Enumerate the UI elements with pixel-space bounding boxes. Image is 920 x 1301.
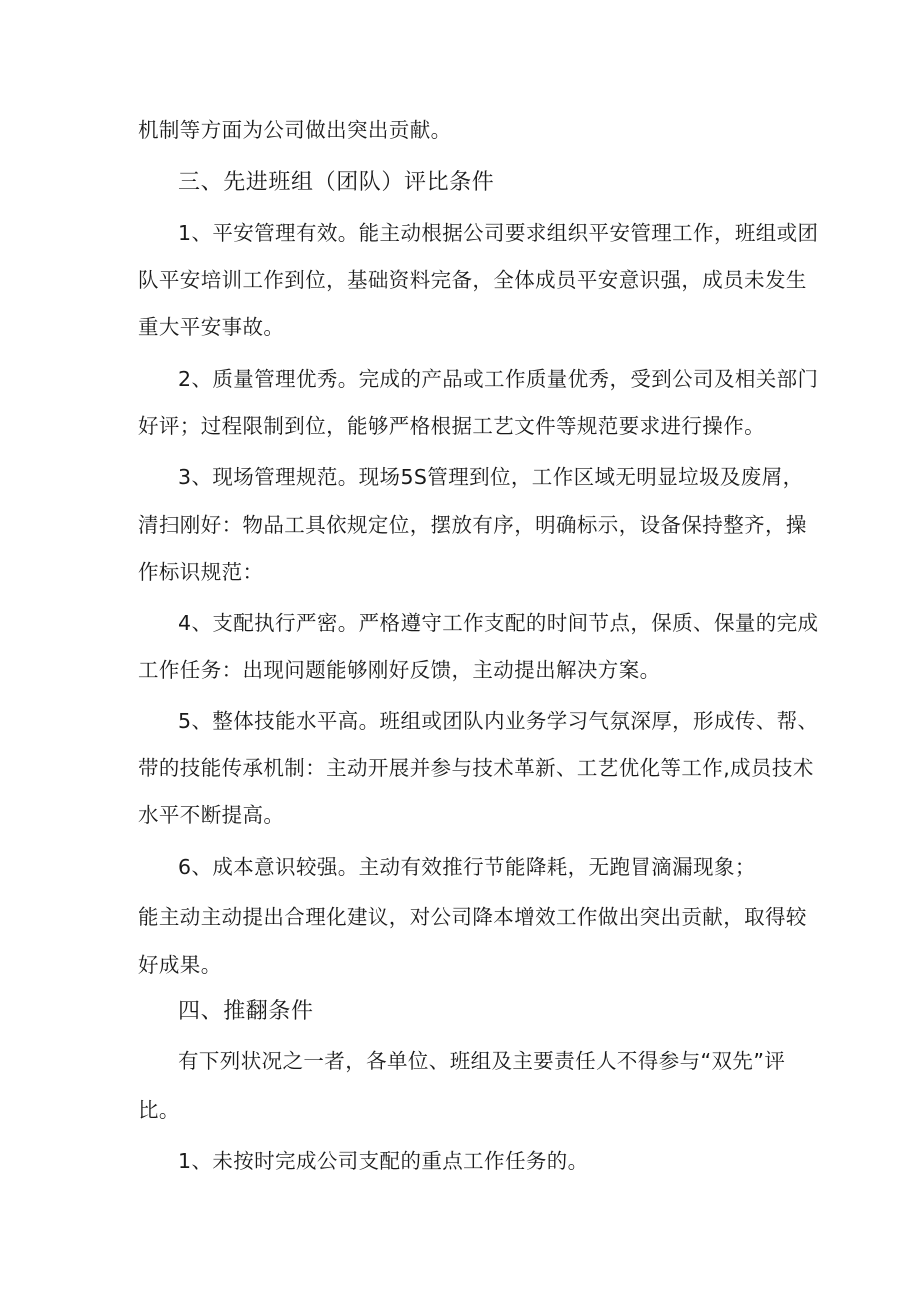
paragraph-line: 4、支配执行严密。严格遵守工作支配的时间节点，保质、保量的完成	[178, 611, 819, 635]
paragraph-line: 1、未按时完成公司支配的重点工作任务的。	[178, 1149, 589, 1173]
paragraph-line: 作标识规范：	[138, 560, 264, 584]
paragraph-line: 清扫刚好：物品工具依规定位，摆放有序，明确标示，设备保持整齐，操	[138, 513, 807, 537]
paragraph-line: 重大平安事故。	[138, 315, 285, 339]
paragraph-line: 好评；过程限制到位，能够严格根据工艺文件等规范要求进行操作。	[138, 414, 765, 438]
paragraph-line: 机制等方面为公司做出突出贡献。	[138, 118, 452, 142]
paragraph-line: 有下列状况之一者，各单位、班组及主要责任人不得参与“双先”评	[178, 1049, 786, 1073]
paragraph-line: 能主动主动提出合理化建议，对公司降本增效工作做出突出贡献，取得较	[138, 905, 807, 929]
section-heading: 三、先进班组（团队）评比条件	[178, 170, 495, 195]
paragraph-line: 2、质量管理优秀。完成的产品或工作质量优秀，受到公司及相关部门	[178, 367, 819, 391]
paragraph-line: 水平不断提高。	[138, 803, 285, 827]
paragraph-line: 带的技能传承机制：主动开展并参与技术革新、工艺优化等工作,成员技术	[138, 756, 814, 780]
paragraph-line: 1、平安管理有效。能主动根据公司要求组织平安管理工作，班组或团	[178, 221, 819, 245]
paragraph-line: 队平安培训工作到位，基础资料完备，全体成员平安意识强，成员未发生	[138, 268, 807, 292]
paragraph-line: 3、现场管理规范。现场5S管理到位，工作区域无明显垃圾及废屑，	[178, 465, 804, 489]
paragraph-line: 5、整体技能水平高。班组或团队内业务学习气氛深厚，形成传、帮、	[178, 709, 819, 733]
paragraph-line: 比。	[138, 1098, 180, 1122]
paragraph-line: 工作任务：出现问题能够刚好反馈，主动提出解决方案。	[138, 658, 661, 682]
paragraph-line: 6、成本意识较强。主动有效推行节能降耗，无跑冒滴漏现象；	[178, 855, 756, 879]
paragraph-line: 好成果。	[138, 953, 222, 977]
section-heading: 四、推翻条件	[178, 999, 314, 1024]
